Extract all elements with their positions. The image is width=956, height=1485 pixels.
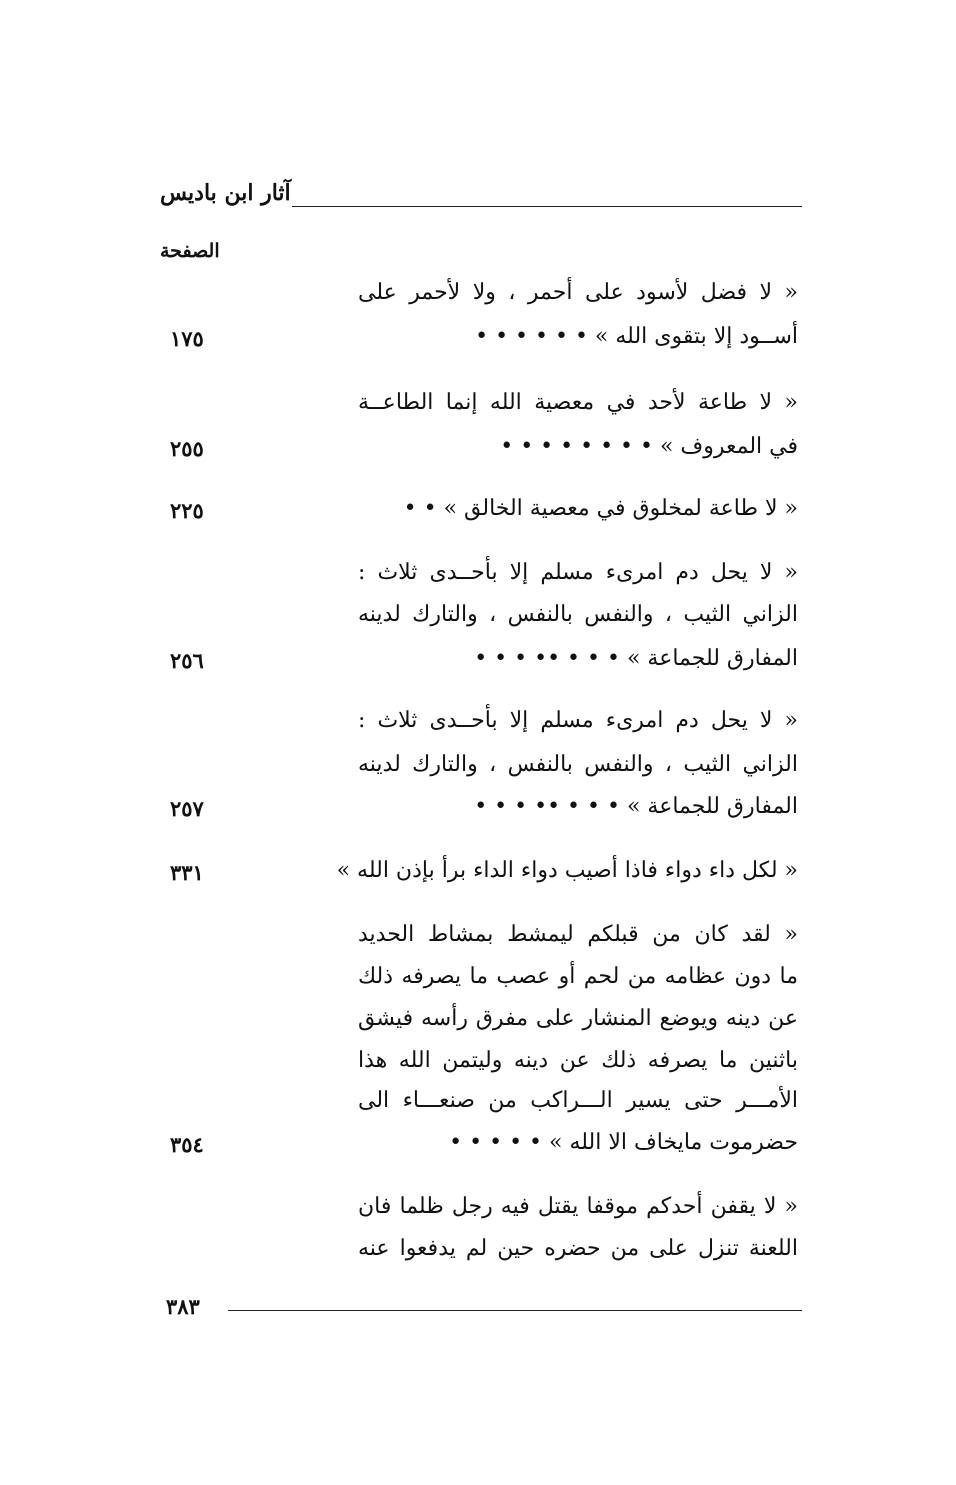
page-number: ٣٨٣ — [166, 1294, 200, 1319]
entry-line: حضرموت مايخاف الا الله » • • • • • — [449, 1130, 798, 1155]
entry-line: « لكل داء دواء فاذا أصيب دواء الداء برأ بإذن الله » — [336, 858, 798, 883]
entry-line: الزاني الثيب ، والنفس بالنفس ، والتارك لدينه — [358, 602, 798, 627]
entry-page-ref: ٢٥٧ — [170, 796, 204, 821]
entry-line: « لا فضل لأسود على أحمر ، ولا لأحمر على — [358, 280, 798, 305]
entry-line: الأمـــر حتى يسير الـــراكب من صنعـــاء الى — [358, 1088, 798, 1113]
entry-line: « لا يقفن أحدكم موقفا يقتل فيه رجل ظلما فان — [358, 1194, 798, 1219]
entry-line: « لا طاعة لأحد في معصية الله إنما الطاعــة — [358, 390, 798, 415]
entry-line: عن دينه ويوضع المنشار على مفرق رأسه فيشق — [358, 1006, 798, 1031]
running-header-title: آثار ابن باديس — [160, 180, 291, 206]
entry-page-ref: ٢٥٥ — [170, 436, 204, 461]
entry-line: ما دون عظامه من لحم أو عصب ما يصرفه ذلك — [358, 964, 798, 989]
header-rule — [292, 206, 802, 207]
entry-page-ref: ١٧٥ — [170, 326, 204, 351]
entry-line: « لا يحل دم امرىء مسلم إلا بأحــدى ثلاث : — [358, 560, 798, 585]
entry-line: « لقد كان من قبلكم ليمشط بمشاط الحديد — [358, 922, 798, 947]
entry-line: اللعنة تنزل على من حضره حين لم يدفعوا عنه — [358, 1236, 798, 1261]
entry-line: أســود إلا بتقوى الله » • • • • • • — [475, 324, 798, 349]
entry-line: الزاني الثيب ، والنفس بالنفس ، والتارك لدينه — [358, 752, 798, 777]
entry-line: المفارق للجماعة » • • • •• • • • — [474, 794, 798, 819]
entry-line: في المعروف » • • • • • • • • — [500, 434, 798, 459]
entry-page-ref: ٢٥٦ — [170, 648, 204, 673]
entry-line: باثنين ما يصرفه ذلك عن دينه وليتمن الله هذا — [358, 1048, 798, 1073]
entry-line: « لا طاعة لمخلوق في معصية الخالق » • • — [403, 496, 798, 521]
entry-line: المفارق للجماعة » • • • •• • • • — [474, 646, 798, 671]
entry-page-ref: ٢٢٥ — [170, 498, 204, 523]
entry-line: « لا يحل دم امرىء مسلم إلا بأحــدى ثلاث : — [358, 708, 798, 733]
entry-page-ref: ٣٣١ — [170, 860, 204, 885]
entry-page-ref: ٣٥٤ — [170, 1132, 204, 1157]
page-column-label: الصفحة — [160, 240, 220, 262]
footer-rule — [228, 1310, 802, 1311]
